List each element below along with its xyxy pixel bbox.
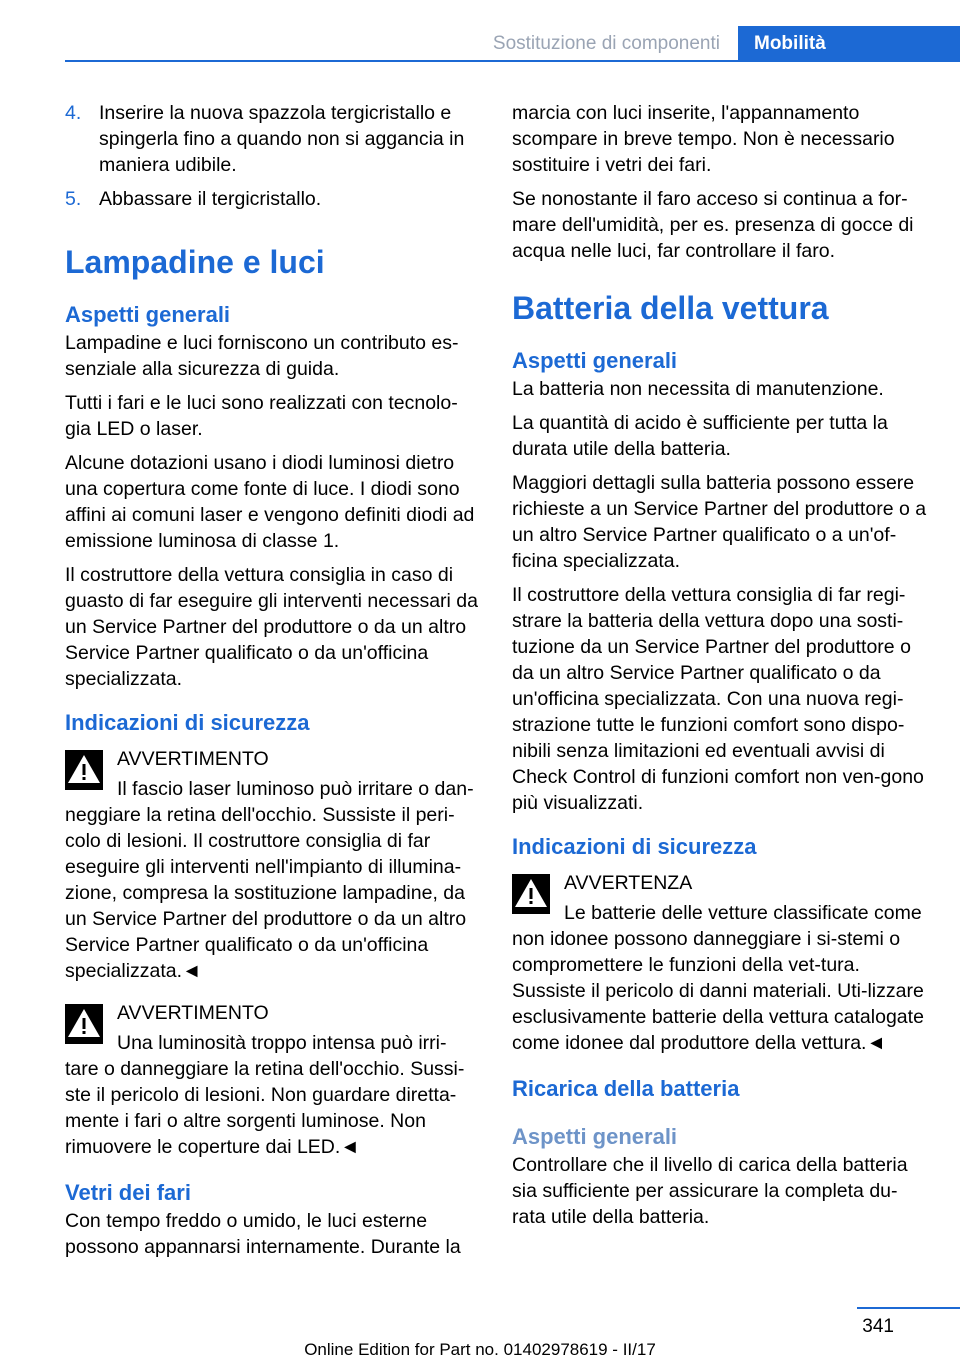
heading-safety: Indicazioni di sicurezza (512, 834, 757, 859)
step-number: 4. (65, 102, 82, 124)
heading-general: Aspetti generali (512, 348, 678, 373)
paragraph: Controllare che il livello di carica della batteria sia sufficiente per assicurare la completa du-rata utile della batteria. (512, 1154, 908, 1228)
paragraph: Con tempo freddo o umido, le luci esterne possono appannarsi internamente. Durante la (65, 1210, 461, 1258)
heading-battery: Batteria della vettura (512, 290, 829, 326)
heading-charging: Ricarica della batteria (512, 1076, 740, 1101)
paragraph: Alcune dotazioni usano i diodi luminosi dietro una copertura come fonte di luce. I diodi sono affini ai comuni laser e vengono definiti diodi ad emissione luminosa di classe 1. (65, 452, 475, 552)
paragraph: Se nonostante il faro acceso si continua a for-mare dell'umidità, per es. presenza di gocce di acqua nelle luci, far controllare il faro. (512, 188, 914, 262)
paragraph: Il costruttore della vettura consiglia in caso di guasto di far eseguire gli interventi necessari da un Service Partner del produttore o da un altro Service Partner qualificato o da un'officina specializzata. (65, 564, 478, 690)
step-text: Inserire la nuova spazzola tergicristallo e spingerla fino a quando non si aggancia in maniera udibile. (99, 102, 465, 176)
paragraph: La quantità di acido è sufficiente per tutta la durata utile della batteria. (512, 412, 888, 460)
warning-title: AVVERTENZA (564, 872, 693, 894)
warning-block-1 (65, 746, 480, 984)
subheading-general: Aspetti generali (512, 1124, 678, 1149)
heading-general: Aspetti generali (65, 302, 231, 327)
left-column (65, 100, 480, 1268)
paragraph: Tutti i fari e le luci sono realizzati con tecnolo-gia LED o laser. (65, 392, 458, 440)
warning-block-2 (65, 1000, 480, 1160)
warning-text: Il fascio laser luminoso può irritare o dan-neggiare la retina dell'occhio. Sussiste il peri-colo di lesioni. Il costruttore consiglia di far eseguire gli interventi nell'impianto di illumina-zione, compresa la sostituzione lampadine, da un Service Partner del produttore o da un altro Service Partner qualificato o da un'officina specializzata.◄ (65, 778, 474, 982)
warning-block (512, 870, 927, 1056)
paragraph: Lampadine e luci forniscono un contributo es-senziale alla sicurezza di guida. (65, 332, 459, 380)
paragraph: Maggiori dettagli sulla batteria possono essere richieste a un Service Partner del produttore o a un altro Service Partner qualificato o a un'of-ficina specializzata. (512, 472, 927, 572)
step-5 (65, 186, 480, 212)
warning-text: Le batterie delle vetture classificate come non idonee possono danneggiare i si-stemi o compromettere le funzioni della vet-tura. Sussiste il pericolo di danni materiali. Uti-lizzare esclusivamente batterie della vettura catalogate come idonee dal produttore della vettura.◄ (512, 902, 924, 1054)
warning-icon (512, 874, 550, 914)
footer-rule (857, 1307, 960, 1309)
header-section-title: Sostituzione di componenti (492, 33, 720, 54)
warning-icon (65, 1004, 103, 1044)
step-4 (65, 100, 480, 178)
warning-title: AVVERTIMENTO (117, 748, 269, 770)
heading-safety: Indicazioni di sicurezza (65, 710, 310, 735)
warning-text: Una luminosità troppo intensa può irri-tare o danneggiare la retina dell'occhio. Sussi-ste il pericolo di lesioni. Non guardare diretta-mente i fari o altre sorgenti luminose. Non rimuovere le coperture dai LED.◄ (65, 1032, 465, 1158)
heading-headlight-glass: Vetri dei fari (65, 1180, 191, 1205)
header-chapter-tab: Mobilità (738, 26, 960, 62)
page-number: 341 (862, 1316, 894, 1337)
paragraph: Il costruttore della vettura consiglia di far regi-strare la batteria della vettura dopo una sosti-tuzione da un Service Partner del produttore o da un altro Service Partner qualificato o da un'officina specializzata. Con una nuova regi-strazione tutte le funzioni comfort sono dispo-nibili senza limitazioni ed eventuali avvisi di Check Control di funzioni comfort non ven-gono più visualizzati. (512, 584, 924, 814)
warning-icon (65, 750, 103, 790)
step-number: 5. (65, 188, 82, 210)
step-text: Abbassare il tergicristallo. (99, 188, 322, 210)
right-column (512, 100, 927, 1238)
paragraph: La batteria non necessita di manutenzione. (512, 378, 884, 400)
warning-title: AVVERTIMENTO (117, 1002, 269, 1024)
heading-lamps: Lampadine e luci (65, 244, 325, 280)
edition-note: Online Edition for Part no. 01402978619 - II/17 (304, 1340, 656, 1359)
paragraph: marcia con luci inserite, l'appannamento scompare in breve tempo. Non è necessario sostituire i vetri dei fari. (512, 102, 895, 176)
